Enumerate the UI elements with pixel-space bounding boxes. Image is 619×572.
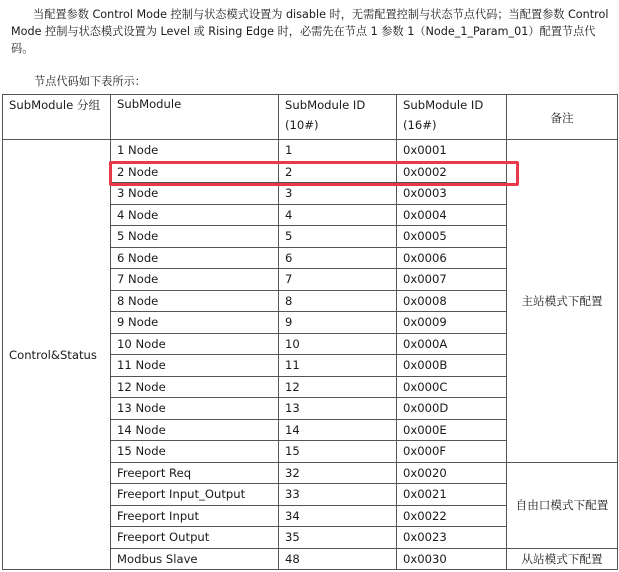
submodule-id-dec-cell: 7 (279, 269, 397, 291)
table-header-row (3, 95, 618, 140)
submodule-name-cell: 3 Node (111, 183, 279, 205)
submodule-name-cell: 14 Node (111, 419, 279, 441)
submodule-id-dec-cell: 8 (279, 290, 397, 312)
submodule-id-dec-cell: 14 (279, 419, 397, 441)
submodule-id-dec-cell: 5 (279, 226, 397, 248)
submodule-id-hex-cell: 0x000B (397, 355, 507, 377)
submodule-id-dec-cell: 34 (279, 505, 397, 527)
note-freeport-mode: 自由口模式下配置 (507, 462, 618, 548)
submodule-id-hex-cell: 0x0022 (397, 505, 507, 527)
submodule-name-cell: 1 Node (111, 140, 279, 162)
submodule-id-hex-cell: 0x000A (397, 333, 507, 355)
submodule-id-hex-cell: 0x0020 (397, 462, 507, 484)
submodule-id-hex-cell: 0x000E (397, 419, 507, 441)
submodule-id-hex-cell: 0x0030 (397, 548, 507, 570)
submodule-id-dec-cell: 32 (279, 462, 397, 484)
submodule-id-dec-cell: 33 (279, 484, 397, 506)
submodule-id-hex-cell: 0x0001 (397, 140, 507, 162)
submodule-id-hex-cell: 0x0006 (397, 247, 507, 269)
submodule-name-cell: Freeport Input_Output (111, 484, 279, 506)
submodule-id-hex-cell: 0x0002 (397, 161, 507, 183)
submodule-id-hex-cell: 0x000F (397, 441, 507, 463)
submodule-name-cell: 13 Node (111, 398, 279, 420)
header-note: 备注 (507, 95, 618, 140)
table-body (3, 140, 618, 570)
submodule-name-cell: Freeport Req (111, 462, 279, 484)
submodule-name-cell: 11 Node (111, 355, 279, 377)
submodule-name-cell: 12 Node (111, 376, 279, 398)
header-id-hex (397, 95, 507, 140)
submodule-id-dec-cell: 2 (279, 161, 397, 183)
intro-paragraph: 当配置参数 Control Mode 控制与状态模式设置为 disable 时，无需配置控制与状态节点代码；当配置参数 Control Mode 控制与状态模式设置为 Level 或 Rising Edge 时，必需先在节点 1 参数 1（Node_1_Param_01）配置节点代码。 (11, 8, 609, 55)
submodule-name-cell: 4 Node (111, 204, 279, 226)
submodule-id-hex-cell: 0x0023 (397, 527, 507, 549)
submodule-id-dec-cell: 10 (279, 333, 397, 355)
header-group: SubModule 分组 (3, 95, 111, 140)
header-id-dec-line2: (10#) (285, 118, 319, 132)
submodule-id-dec-cell: 6 (279, 247, 397, 269)
submodule-name-cell: Freeport Input (111, 505, 279, 527)
header-id-hex-line2: (16#) (403, 118, 437, 132)
submodule-name-cell: 2 Node (111, 161, 279, 183)
submodule-id-hex-cell: 0x0008 (397, 290, 507, 312)
submodule-id-hex-cell: 0x0021 (397, 484, 507, 506)
submodule-name-cell: 10 Node (111, 333, 279, 355)
submodule-id-hex-cell: 0x000C (397, 376, 507, 398)
submodule-name-cell: 9 Node (111, 312, 279, 334)
submodule-id-hex-cell: 0x0007 (397, 269, 507, 291)
submodule-id-hex-cell: 0x000D (397, 398, 507, 420)
submodule-id-dec-cell: 13 (279, 398, 397, 420)
submodule-id-dec-cell: 35 (279, 527, 397, 549)
submodule-name-cell: 7 Node (111, 269, 279, 291)
header-id-dec (279, 95, 397, 140)
submodule-name-cell: 6 Node (111, 247, 279, 269)
header-submodule: SubModule (111, 95, 279, 140)
submodule-name-cell: 15 Node (111, 441, 279, 463)
submodule-name-cell: Freeport Output (111, 527, 279, 549)
submodule-name-cell: Modbus Slave (111, 548, 279, 570)
table-intro: 节点代码如下表所示： (34, 75, 146, 88)
submodule-id-hex-cell: 0x0003 (397, 183, 507, 205)
submodule-id-dec-cell: 15 (279, 441, 397, 463)
note-slave-mode: 从站模式下配置 (507, 548, 618, 570)
table-row (3, 140, 618, 162)
highlight-box (109, 161, 519, 186)
note-master-mode: 主站模式下配置 (507, 140, 618, 463)
submodule-id-hex-cell: 0x0009 (397, 312, 507, 334)
submodule-id-dec-cell: 3 (279, 183, 397, 205)
header-id-dec-line1: SubModule ID (285, 98, 366, 112)
submodule-name-cell: 5 Node (111, 226, 279, 248)
submodule-id-dec-cell: 1 (279, 140, 397, 162)
submodule-name-cell: 8 Node (111, 290, 279, 312)
submodule-id-dec-cell: 48 (279, 548, 397, 570)
submodule-id-dec-cell: 9 (279, 312, 397, 334)
submodule-id-hex-cell: 0x0004 (397, 204, 507, 226)
submodule-id-hex-cell: 0x0005 (397, 226, 507, 248)
submodule-id-dec-cell: 11 (279, 355, 397, 377)
submodule-id-dec-cell: 12 (279, 376, 397, 398)
group-cell: Control&Status (3, 140, 111, 570)
header-id-hex-line1: SubModule ID (403, 98, 484, 112)
submodule-id-dec-cell: 4 (279, 204, 397, 226)
